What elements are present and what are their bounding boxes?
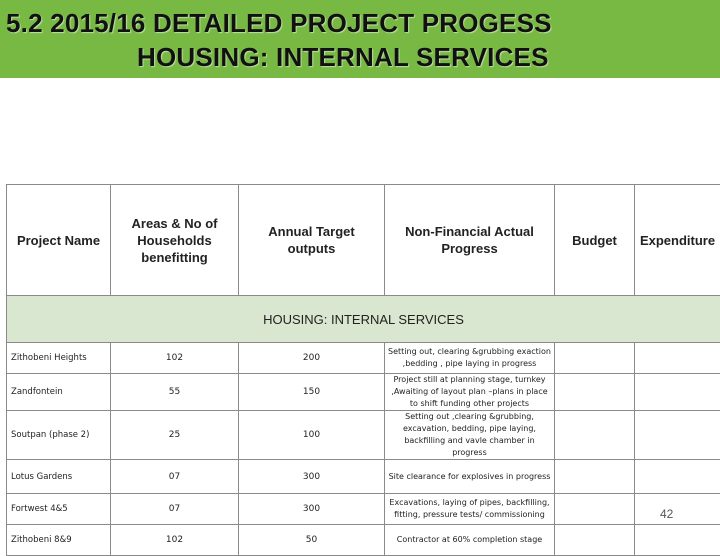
cell-households: 102	[111, 525, 239, 556]
cell-project-name: Lotus Gardens	[7, 460, 111, 494]
table-header-row	[7, 185, 720, 296]
table-row	[7, 525, 720, 556]
cell-project-name: Fortwest 4&5	[7, 494, 111, 525]
header-annual-target	[239, 185, 385, 296]
cell-expenditure	[635, 411, 720, 460]
cell-progress: Setting out, clearing &grubbing exaction ,bedding , pipe laying in progress	[385, 343, 555, 374]
header-annual-target-text: Annual Target outputs	[262, 223, 362, 257]
cell-expenditure	[635, 525, 720, 556]
cell-target: 200	[239, 343, 385, 374]
cell-project-name: Soutpan (phase 2)	[7, 411, 111, 460]
cell-expenditure	[635, 374, 720, 411]
cell-progress: Excavations, laying of pipes, backfilling, fitting, pressure tests/ commissioning	[385, 494, 555, 525]
header-areas-households	[111, 185, 239, 296]
header-non-financial-progress	[385, 185, 555, 296]
cell-households: 55	[111, 374, 239, 411]
cell-budget	[555, 411, 635, 460]
title-banner	[0, 0, 720, 78]
cell-project-name: Zithobeni 8&9	[7, 525, 111, 556]
cell-expenditure	[635, 460, 720, 494]
table-row	[7, 494, 720, 525]
section-label: HOUSING: INTERNAL SERVICES	[7, 296, 720, 343]
cell-progress: Project still at planning stage, turnkey ,Awaiting of layout plan –plans in place to shift funding other projects	[385, 374, 555, 411]
cell-households: 25	[111, 411, 239, 460]
header-project-name: Project Name	[7, 185, 111, 296]
page-number: 42	[660, 507, 673, 521]
cell-expenditure	[635, 494, 720, 525]
header-areas-households-text: Areas & No of Households benefitting	[127, 215, 223, 266]
cell-budget	[555, 494, 635, 525]
cell-target: 300	[239, 460, 385, 494]
cell-budget	[555, 525, 635, 556]
table-row	[7, 411, 720, 460]
table-row	[7, 343, 720, 374]
header-non-financial-text: Non-Financial Actual Progress	[395, 223, 545, 257]
slide-title-line-1: 5.2 2015/16 DETAILED PROJECT PROGESS	[6, 8, 552, 39]
cell-progress: Site clearance for explosives in progress	[385, 460, 555, 494]
cell-target: 150	[239, 374, 385, 411]
cell-households: 102	[111, 343, 239, 374]
cell-budget	[555, 374, 635, 411]
header-budget: Budget	[555, 185, 635, 296]
cell-households: 07	[111, 460, 239, 494]
section-row	[7, 296, 720, 343]
cell-project-name: Zithobeni Heights	[7, 343, 111, 374]
cell-project-name: Zandfontein	[7, 374, 111, 411]
cell-households: 07	[111, 494, 239, 525]
cell-target: 100	[239, 411, 385, 460]
cell-target: 50	[239, 525, 385, 556]
table-row	[7, 374, 720, 411]
cell-target: 300	[239, 494, 385, 525]
header-expenditure: Expenditure	[635, 185, 720, 296]
cell-budget	[555, 343, 635, 374]
cell-budget	[555, 460, 635, 494]
cell-progress: Setting out ,clearing &grubbing, excavation, bedding, pipe laying, backfilling and vavle chamber in progress	[385, 411, 555, 460]
project-progress-table	[6, 184, 720, 556]
cell-progress: Contractor at 60% completion stage	[385, 525, 555, 556]
slide-title-line-2: HOUSING: INTERNAL SERVICES	[137, 42, 549, 73]
table-row	[7, 460, 720, 494]
cell-expenditure	[635, 343, 720, 374]
